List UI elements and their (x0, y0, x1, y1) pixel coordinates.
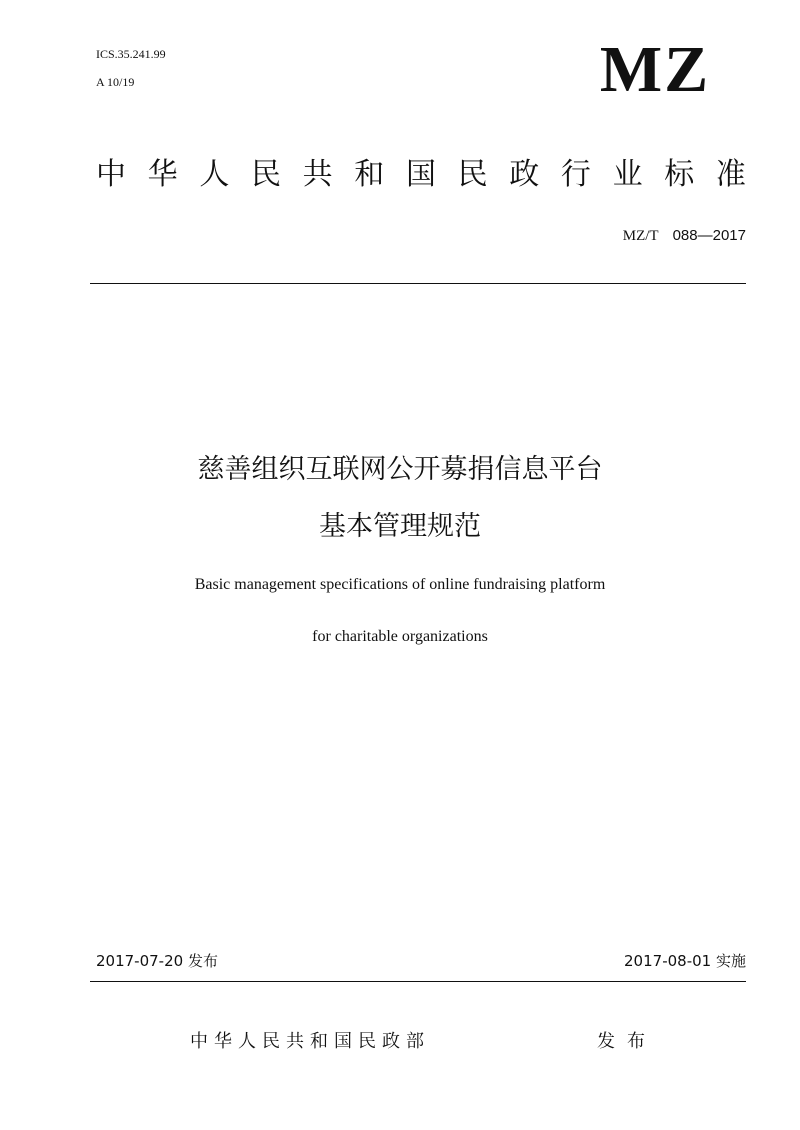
title-en-line2: for charitable organizations (312, 628, 488, 645)
ccs-code: A 10/19 (96, 75, 135, 89)
standard-type-char: 业 (612, 157, 643, 192)
standard-type-char: 准 (715, 157, 746, 192)
standard-type-char: 民 (250, 157, 281, 192)
issuer-action: 发布 (597, 1031, 657, 1052)
implement-date: 2017-08-01 (624, 952, 712, 970)
implement-label: 实施 (715, 952, 746, 970)
standard-type-heading (96, 155, 746, 195)
standard-type-char: 行 (560, 157, 591, 192)
standard-type-char: 中 (96, 157, 126, 192)
standard-type-char: 国 (405, 157, 436, 192)
implement-date-line (520, 951, 746, 971)
standard-type-char: 和 (354, 157, 385, 192)
title-en-line1: Basic management specifications of online fundraising platform (194, 576, 606, 593)
standard-type-char: 民 (457, 157, 488, 192)
issue-date-line (96, 951, 218, 971)
standard-code-prefix: MZ/T (622, 228, 659, 244)
standard-type-char: 华 (147, 157, 178, 192)
ics-code: ICS.35.241.99 (96, 47, 166, 61)
standard-number (560, 226, 746, 245)
title-cn-line2: 基本管理规范 (319, 511, 481, 542)
header-divider (90, 283, 746, 284)
issue-label: 发布 (187, 952, 218, 970)
issue-date: 2017-07-20 (96, 952, 184, 970)
standard-type-char: 人 (199, 157, 230, 192)
issuer-name: 中华人民共和国民政部 (190, 1031, 430, 1052)
title-cn-line1: 慈善组织互联网公开募捐信息平台 (197, 454, 603, 485)
standard-type-char: 共 (302, 157, 333, 192)
footer-divider (90, 981, 746, 982)
standard-type-char: 政 (509, 157, 540, 192)
standard-type-char: 标 (664, 157, 695, 192)
mz-logo: MZ (599, 33, 711, 106)
standard-code-number: 088—2017 (672, 227, 746, 244)
